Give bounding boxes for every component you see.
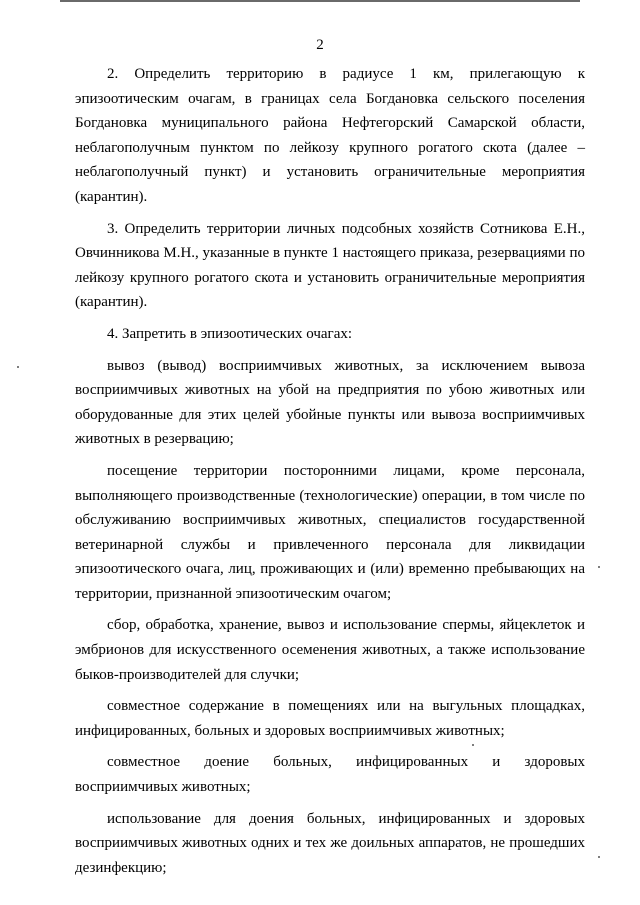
paragraph-item-2: 2. Определить территорию в радиусе 1 км, прилегающую к эпизоотическим очагам, в границах села Богдановка сельского поселения Богдановка муниципального района Нефтегорский Самарской области, неблагополучным пунктом по лейкозу крупного рогатого скота (далее – неблагополучный пункт) и установить ограничительные мероприятия (карантин). — [75, 66, 585, 205]
scan-speck — [598, 856, 600, 858]
paragraph-item-3: 3. Определить территории личных подсобных хозяйств Сотникова Е.Н., Овчинникова М.Н., указанные в пункте 1 настоящего приказа, резервациями по лейкозу крупного рогатого скота и установить ограничительные мероприятия (карантин). — [75, 220, 585, 311]
scan-speck — [472, 744, 474, 746]
scan-speck — [17, 366, 19, 368]
prohibition-semen-collection: сбор, обработка, хранение, вывоз и использование спермы, яйцеклеток и эмбрионов для искусственного осеменения животных, а также использование быков-производителей для случки; — [75, 617, 585, 683]
paragraph-item-4: 4. Запретить в эпизоотических очагах: — [107, 325, 353, 342]
prohibition-removal: вывоз (вывод) восприимчивых животных, за исключением вывоза восприимчивых животных на убой на предприятия по убою животных или оборудованные для этих целей убойные пункты или вывоза восприимчивых животных в резервацию; — [75, 357, 585, 448]
page-number: 2 — [316, 37, 324, 53]
prohibition-joint-housing: совместное содержание в помещениях или на выгульных площадках, инфицированных, больных и здоровых восприимчивых животных; — [75, 698, 585, 739]
scan-top-edge — [60, 0, 580, 2]
prohibition-joint-milking: совместное доение больных, инфицированных и здоровых восприимчивых животных; — [75, 754, 585, 796]
document-body — [75, 62, 585, 880]
prohibition-visits: посещение территории посторонними лицами, кроме персонала, выполняющего производственные (технологические) операции, в том числе по обслуживанию восприимчивых животных, специалистов государственной ветеринарной службы и привлеченного персонала для ликвидации эпизоотического очага, лиц, проживающих и (или) временно пребывающих на территории, признанной эпизоотическим очагом; — [75, 462, 585, 602]
scan-speck — [598, 566, 600, 568]
prohibition-shared-milking-machines: использование для доения больных, инфицированных и здоровых восприимчивых животных одних и тех же доильных аппаратов, не прошедших дезинфекцию; — [75, 810, 585, 876]
